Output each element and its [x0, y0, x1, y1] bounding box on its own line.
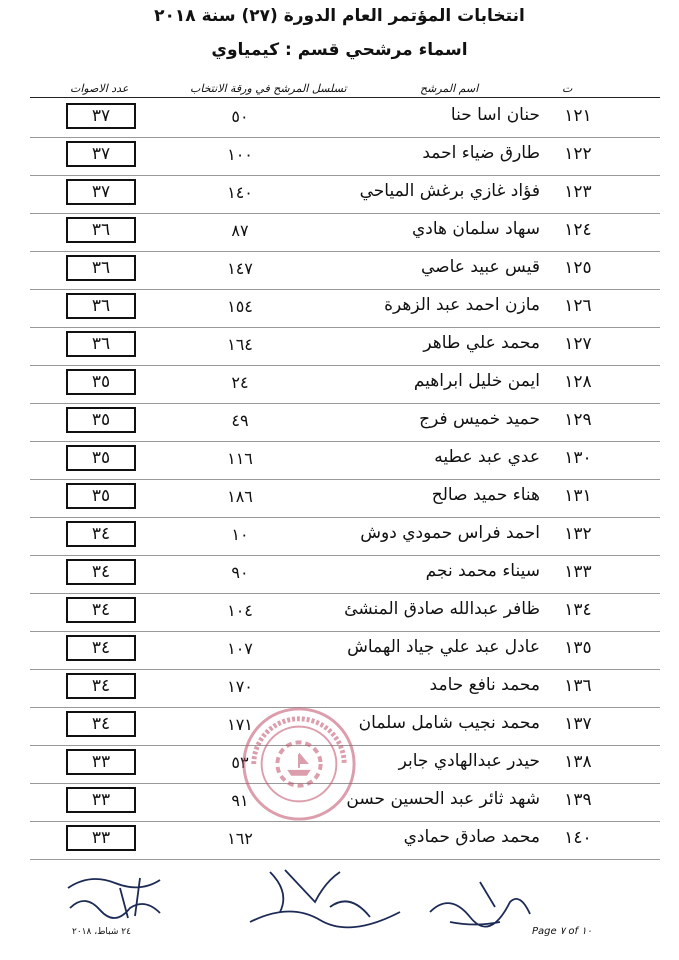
row-candidate-name: محمد صادق حمادي — [403, 827, 540, 847]
row-seq: ١٢٧ — [564, 334, 592, 354]
row-seq: ١٢٤ — [564, 220, 592, 240]
signature-middle — [230, 862, 410, 932]
row-candidate-name: محمد نافع حامد — [429, 675, 540, 695]
row-ballot-number: ١٧١ — [227, 715, 253, 734]
row-ballot-number: ١٨٦ — [227, 487, 253, 506]
row-seq: ١٢٦ — [564, 296, 592, 316]
row-candidate-name: هناء حميد صالح — [431, 485, 540, 505]
row-votes-box: ٣٦ — [66, 293, 136, 319]
row-seq: ١٣٥ — [564, 638, 592, 658]
row-seq: ١٣٦ — [564, 676, 592, 696]
row-candidate-name: طارق ضياء احمد — [422, 143, 540, 163]
table-row — [0, 556, 679, 594]
row-ballot-number: ٥٣ — [231, 753, 249, 772]
row-candidate-name: عادل عبد علي جياد الهماش — [347, 637, 540, 657]
signature-right — [420, 872, 540, 932]
table-row — [0, 366, 679, 404]
page-number: Page ٧ of ١٠ — [532, 926, 592, 937]
row-ballot-number: ٨٧ — [231, 221, 249, 240]
row-seq: ١٣٧ — [564, 714, 592, 734]
row-candidate-name: قيس عبيد عاصي — [421, 257, 540, 277]
row-seq: ١٣٢ — [564, 524, 592, 544]
table-row — [0, 290, 679, 328]
column-header-votes: عدد الاصوات — [70, 82, 129, 95]
row-ballot-number: ٥٠ — [231, 107, 249, 126]
row-divider — [30, 859, 660, 860]
row-votes-box: ٣٣ — [66, 787, 136, 813]
row-candidate-name: سيناء محمد نجم — [425, 561, 540, 581]
row-ballot-number: ١٠ — [231, 525, 249, 544]
row-seq: ١٤٠ — [564, 828, 592, 848]
table-row — [0, 518, 679, 556]
document-date: ٢٤ شباط، ٢٠١٨ — [72, 927, 131, 937]
row-seq: ١٣٩ — [564, 790, 592, 810]
row-candidate-name: مازن احمد عبد الزهرة — [384, 295, 540, 315]
row-seq: ١٢٩ — [564, 410, 592, 430]
row-votes-box: ٣٦ — [66, 217, 136, 243]
table-row — [0, 252, 679, 290]
table-row — [0, 404, 679, 442]
table-row — [0, 822, 679, 860]
row-seq: ١٣٤ — [564, 600, 592, 620]
row-votes-box: ٣٥ — [66, 407, 136, 433]
row-candidate-name: محمد علي طاهر — [423, 333, 540, 353]
row-candidate-name: شهد ثائر عبد الحسين حسن — [346, 789, 540, 809]
row-votes-box: ٣٦ — [66, 331, 136, 357]
row-ballot-number: ١٠٠ — [227, 145, 253, 164]
row-ballot-number: ٤٩ — [231, 411, 249, 430]
table-row — [0, 480, 679, 518]
row-candidate-name: ظافر عبدالله صادق المنشئ — [344, 599, 540, 619]
row-ballot-number: ٩٠ — [231, 563, 249, 582]
row-candidate-name: حميد خميس فرج — [419, 409, 540, 429]
row-votes-box: ٣٤ — [66, 597, 136, 623]
row-votes-box: ٣٤ — [66, 521, 136, 547]
row-ballot-number: ٢٤ — [231, 373, 249, 392]
row-seq: ١٢٥ — [564, 258, 592, 278]
signature-left — [60, 868, 170, 928]
row-seq: ١٢٨ — [564, 372, 592, 392]
row-votes-box: ٣٥ — [66, 483, 136, 509]
column-header-seq: ت — [562, 82, 573, 95]
row-seq: ١٣٠ — [564, 448, 592, 468]
row-ballot-number: ٩١ — [231, 791, 249, 810]
row-seq: ١٢١ — [564, 106, 592, 126]
table-row — [0, 594, 679, 632]
row-votes-box: ٣٦ — [66, 255, 136, 281]
row-votes-box: ٣٣ — [66, 749, 136, 775]
row-votes-box: ٣٧ — [66, 103, 136, 129]
row-ballot-number: ١٧٠ — [227, 677, 253, 696]
row-candidate-name: ايمن خليل ابراهيم — [413, 371, 540, 391]
row-ballot-number: ١٤٠ — [227, 183, 253, 202]
row-votes-box: ٣٧ — [66, 141, 136, 167]
document-subtitle: اسماء مرشحي قسم : كيمياوي — [211, 40, 468, 60]
row-candidate-name: حيدر عبدالهادي جابر — [398, 751, 540, 771]
row-votes-box: ٣٤ — [66, 559, 136, 585]
row-votes-box: ٣٧ — [66, 179, 136, 205]
row-candidate-name: عدي عبد عطيه — [434, 447, 540, 467]
table-row — [0, 632, 679, 670]
document-title: انتخابات المؤتمر العام الدورة (٢٧) سنة ٢٠١٨ — [154, 6, 525, 26]
column-header-name: اسم المرشح — [420, 82, 479, 95]
table-row — [0, 670, 679, 708]
row-seq: ١٢٢ — [564, 144, 592, 164]
row-seq: ١٣١ — [564, 486, 592, 506]
row-candidate-name: حنان اسا حنا — [450, 105, 540, 125]
row-ballot-number: ١٠٧ — [227, 639, 253, 658]
row-ballot-number: ١٠٤ — [227, 601, 253, 620]
row-seq: ١٣٨ — [564, 752, 592, 772]
row-ballot-number: ١٦٤ — [227, 335, 253, 354]
row-votes-box: ٣٥ — [66, 445, 136, 471]
column-header-ballot: تسلسل المرشح في ورقة الانتخاب — [190, 82, 347, 95]
row-ballot-number: ١١٦ — [227, 449, 253, 468]
row-ballot-number: ١٤٧ — [227, 259, 253, 278]
row-votes-box: ٣٤ — [66, 635, 136, 661]
row-votes-box: ٣٤ — [66, 673, 136, 699]
table-row — [0, 100, 679, 138]
row-votes-box: ٣٤ — [66, 711, 136, 737]
table-row — [0, 214, 679, 252]
row-seq: ١٣٣ — [564, 562, 592, 582]
row-candidate-name: احمد فراس حمودي دوش — [360, 523, 540, 543]
table-row — [0, 442, 679, 480]
table-row — [0, 138, 679, 176]
row-votes-box: ٣٣ — [66, 825, 136, 851]
row-seq: ١٢٣ — [564, 182, 592, 202]
header-divider — [30, 97, 660, 98]
row-candidate-name: محمد نجيب شامل سلمان — [358, 713, 540, 733]
row-candidate-name: فؤاد غازي برغش المياحي — [359, 181, 540, 201]
table-row — [0, 328, 679, 366]
row-ballot-number: ١٦٢ — [227, 829, 253, 848]
row-ballot-number: ١٥٤ — [227, 297, 253, 316]
table-row — [0, 176, 679, 214]
row-candidate-name: سهاد سلمان هادي — [411, 219, 540, 239]
row-votes-box: ٣٥ — [66, 369, 136, 395]
official-stamp — [240, 705, 358, 823]
